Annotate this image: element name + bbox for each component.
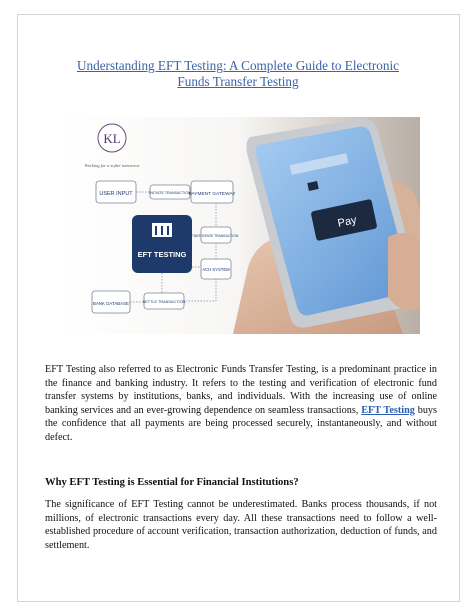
pay-button-label: Pay [336,214,358,230]
eft-testing-link[interactable]: EFT Testing [361,404,415,416]
diagram-label-eft-testing: EFT TESTING [137,250,187,259]
document-page [17,14,460,602]
diagram-label-authorize: AUTHORIZE TRANSACTION [193,234,239,238]
diagram-label-settle: SETTLE TRANSACTION [142,300,186,304]
diagram-label-payment-gateway: PAYMENT GATEWAY [188,192,236,197]
diagram-label-user-input: USER INPUT [99,191,133,197]
significance-paragraph: The significance of EFT Testing cannot be underestimated. Banks process thousands, if not millions, of electronic transactions every day. All these transactions need to follow a well-established procedure of account verification, transaction authorization, deduction of funds, and settlement. [45,499,437,551]
intro-paragraph [45,363,437,444]
document-title[interactable]: Understanding EFT Testing: A Complete Guide to Electronic Funds Transfer Testing [76,58,399,89]
eft-illustration [58,117,420,334]
section-heading: Why EFT Testing is Essential for Financial Institutions? [45,477,299,488]
diagram-label-ach: ACH SYSTEM [202,267,230,272]
diagram-label-initiate: INITIATE TRANSACTION [149,191,191,195]
diagram-label-bank-database: BANK DATABASE [93,301,129,306]
intro-text-start: EFT Testing also referred to as Electronic Funds Transfer Testing, is a predominant practice in the finance and banking industry. It refers to the testing and verification of electronic fund transfer systems by institutions, banks, and individuals. With the increasing use of online banking services and an ever-growing dependence on seamless transactions, [45,364,437,416]
logo-text: KL [103,131,121,146]
logo-tagline: Working for a softer tomorrow [84,163,140,168]
hero-figure [58,117,420,334]
intro-text-end: buys the confidence that all payments are being processed securely, instantaneously, and without defect. [45,404,437,443]
